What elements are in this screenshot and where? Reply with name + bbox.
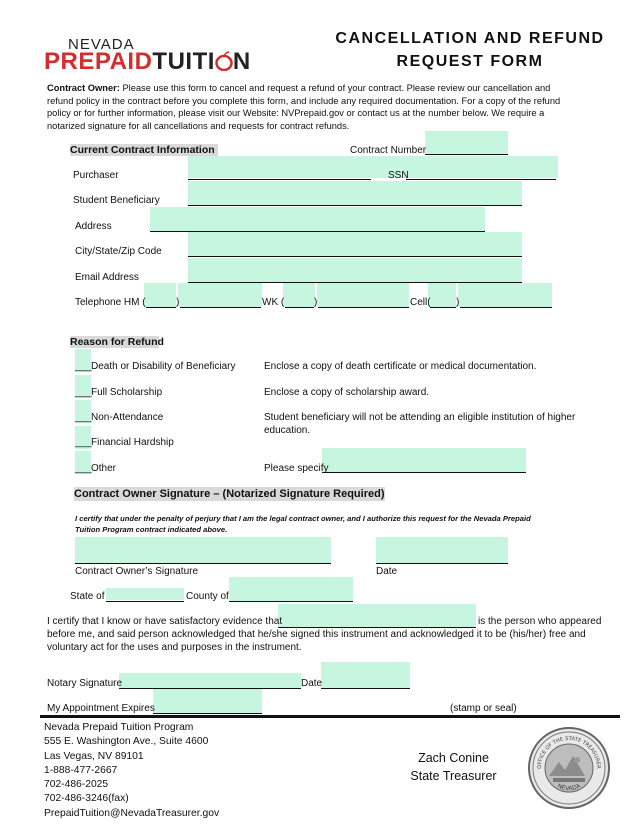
footer-line-4: 1-888-477-2667 bbox=[44, 764, 118, 776]
contract-section-heading: Current Contract Information bbox=[70, 144, 218, 156]
footer-line-6: 702-486-3246(fax) bbox=[44, 793, 129, 805]
reason-death-blank: ___ bbox=[75, 361, 92, 372]
reason-nonattendance-note-cont: education. bbox=[264, 425, 311, 436]
stamp-seal-label: (stamp or seal) bbox=[450, 703, 517, 714]
home-paren-close: ) bbox=[176, 297, 180, 308]
state-of-line bbox=[106, 601, 184, 602]
intro-label: Contract Owner: bbox=[47, 83, 120, 93]
contract-number-field[interactable] bbox=[425, 131, 508, 155]
owner-signature-label: Contract Owner’s Signature bbox=[75, 566, 199, 577]
cell-phone-field[interactable] bbox=[458, 283, 552, 307]
county-of-field[interactable] bbox=[229, 577, 353, 601]
reason-other-blank: ___ bbox=[75, 463, 92, 474]
state-of-label: State of bbox=[70, 591, 105, 602]
reason-nonattendance-blank: ___ bbox=[75, 412, 92, 423]
footer-line-3: Las Vegas, NV 89101 bbox=[44, 750, 144, 762]
intro-paragraph bbox=[47, 82, 560, 132]
county-of-line bbox=[229, 601, 353, 602]
cell-area-code-line bbox=[430, 307, 456, 308]
owner-signature-line bbox=[75, 563, 331, 564]
county-of-label: County of bbox=[186, 591, 229, 602]
notary-text-line-3: voluntary act for the uses and purposes in the instrument. bbox=[47, 642, 302, 653]
seal-bottom-text: NEVADA bbox=[556, 782, 582, 793]
notary-person-field[interactable] bbox=[278, 604, 476, 628]
owner-date-line bbox=[376, 563, 508, 564]
email-address-label: Email Address bbox=[75, 272, 139, 283]
reason-nonattendance-label: Non-Attendance bbox=[91, 412, 164, 423]
notary-signature-field[interactable] bbox=[119, 673, 301, 688]
telephone-home-label: Telephone HM ( bbox=[75, 297, 146, 308]
home-area-code-field[interactable] bbox=[144, 283, 176, 307]
cell-area-code-field[interactable] bbox=[428, 283, 456, 307]
treasurer-name: Zach Conine bbox=[418, 751, 489, 765]
work-paren-close: ) bbox=[314, 297, 318, 308]
purchaser-line bbox=[188, 179, 371, 180]
city-state-zip-field[interactable] bbox=[188, 232, 522, 256]
seal-top-text: OFFICE OF THE STATE TREASURER bbox=[536, 735, 602, 769]
notary-date-field[interactable] bbox=[321, 662, 410, 688]
other-specify-line bbox=[322, 472, 526, 473]
notary-date-line bbox=[321, 688, 410, 689]
footer-email[interactable]: PrepaidTuition@NevadaTreasurer.gov bbox=[44, 807, 220, 819]
notary-signature-label: Notary Signature bbox=[47, 678, 123, 689]
treasurer-seal-icon bbox=[527, 726, 611, 810]
home-area-code-line bbox=[146, 307, 176, 308]
form-title-line1: CANCELLATION AND REFUND bbox=[335, 30, 605, 47]
work-area-code-field[interactable] bbox=[283, 283, 318, 308]
logo-prepaid: PREPAID bbox=[44, 48, 153, 75]
signature-section-heading: Contract Owner Signature – (Notarized Signature Required) bbox=[74, 488, 385, 500]
certify-text bbox=[75, 514, 531, 535]
logo-tuition-end: N bbox=[232, 48, 251, 75]
address-label: Address bbox=[75, 221, 112, 232]
reason-hardship-label: Financial Hardship bbox=[91, 437, 174, 448]
appointment-expires-field[interactable] bbox=[153, 689, 262, 713]
work-phone-line bbox=[318, 307, 409, 308]
city-state-zip-line bbox=[188, 256, 522, 257]
reason-hardship-blank: ___ bbox=[75, 437, 92, 448]
intro-line-4: notarized signature for all cancellations and requests for contract refunds. bbox=[47, 120, 350, 131]
certify-line-1: I certify that under the penalty of perjury that I am the legal contract owner, and I authorize this request for the Nevada Prepaid bbox=[75, 514, 531, 523]
ssn-line bbox=[406, 179, 556, 180]
logo-top-text: NEVADA bbox=[68, 36, 135, 53]
state-of-field[interactable] bbox=[106, 588, 184, 600]
city-state-zip-label: City/State/Zip Code bbox=[75, 246, 162, 257]
other-specify-field[interactable] bbox=[322, 448, 526, 472]
owner-signature-field[interactable] bbox=[75, 537, 331, 563]
intro-line-1: Please use this form to cancel and request a refund of your contract. Please review our cancellation and bbox=[122, 83, 551, 93]
ssn-label: SSN bbox=[388, 170, 409, 181]
home-phone-line bbox=[180, 307, 261, 308]
email-address-field[interactable] bbox=[188, 258, 522, 282]
reason-scholarship-label: Full Scholarship bbox=[91, 387, 163, 398]
cell-paren-close: ) bbox=[456, 297, 460, 308]
treasurer-title: State Treasurer bbox=[410, 769, 497, 783]
program-logo bbox=[44, 36, 264, 76]
notary-text-line-1b: is the person who appeared bbox=[478, 616, 602, 627]
footer-line-1: Nevada Prepaid Tuition Program bbox=[44, 722, 194, 733]
other-specify-label: Please specify bbox=[264, 463, 329, 474]
reason-death-label: Death or Disability of Beneficiary bbox=[91, 361, 236, 372]
work-phone-field[interactable] bbox=[317, 283, 409, 307]
purchaser-field[interactable] bbox=[188, 156, 558, 178]
cell-phone-line bbox=[460, 307, 552, 308]
reason-nonattendance-note: Student beneficiary will not be attending an eligible institution of higher bbox=[264, 412, 576, 423]
logo-bottom-text bbox=[44, 48, 251, 76]
footer-divider bbox=[40, 715, 620, 718]
owner-date-field[interactable] bbox=[376, 537, 508, 563]
owner-date-label: Date bbox=[376, 566, 398, 577]
footer-line-2: 555 E. Washington Ave., Suite 4600 bbox=[44, 736, 209, 748]
reason-other-label: Other bbox=[91, 463, 117, 474]
footer-line-5: 702-486-2025 bbox=[44, 779, 109, 791]
notary-date-label: Date bbox=[301, 678, 323, 689]
work-phone-label: WK ( bbox=[262, 297, 285, 308]
work-area-code-line bbox=[285, 307, 314, 308]
contract-number-label: Contract Number bbox=[350, 145, 427, 156]
logo-tuition: TUITI bbox=[152, 48, 215, 75]
address-field[interactable] bbox=[150, 207, 485, 231]
reason-death-note: Enclose a copy of death certificate or medical documentation. bbox=[264, 361, 537, 372]
notary-text-line-1: I certify that I know or have satisfactory evidence that bbox=[47, 616, 283, 627]
cell-phone-label: Cell( bbox=[410, 297, 431, 308]
apple-icon bbox=[215, 50, 233, 68]
notary-text-line-2: before me, and said person acknowledged that he/she signed this instrument and acknowledged it to be (his/her) free and bbox=[47, 629, 586, 640]
certify-line-2: Tuition Program contract indicated above. bbox=[75, 524, 228, 534]
reason-scholarship-note: Enclose a copy of scholarship award. bbox=[264, 387, 430, 398]
intro-line-3: policy or for further information, please visit our Website: NVPrepaid.gov or contact us at the number below. We require a bbox=[47, 108, 545, 118]
appointment-expires-line bbox=[153, 713, 262, 714]
contract-number-line bbox=[425, 154, 508, 155]
footer-address bbox=[44, 721, 219, 821]
student-beneficiary-field[interactable] bbox=[188, 181, 522, 205]
intro-line-2: refund policy in the contract before you complete this form, and include any required documentation. For a copy of the refund bbox=[47, 95, 561, 106]
appointment-expires-label: My Appointment Expires bbox=[47, 703, 155, 714]
student-beneficiary-line bbox=[188, 205, 522, 206]
reason-scholarship-blank: ___ bbox=[75, 387, 92, 398]
student-beneficiary-label: Student Beneficiary bbox=[73, 195, 160, 206]
form-title-line2: REQUEST FORM bbox=[396, 53, 544, 70]
reason-section-heading: Reason for Refund bbox=[70, 336, 164, 348]
home-phone-field[interactable] bbox=[178, 283, 262, 307]
purchaser-label: Purchaser bbox=[73, 170, 119, 181]
notary-person-line bbox=[278, 627, 476, 628]
